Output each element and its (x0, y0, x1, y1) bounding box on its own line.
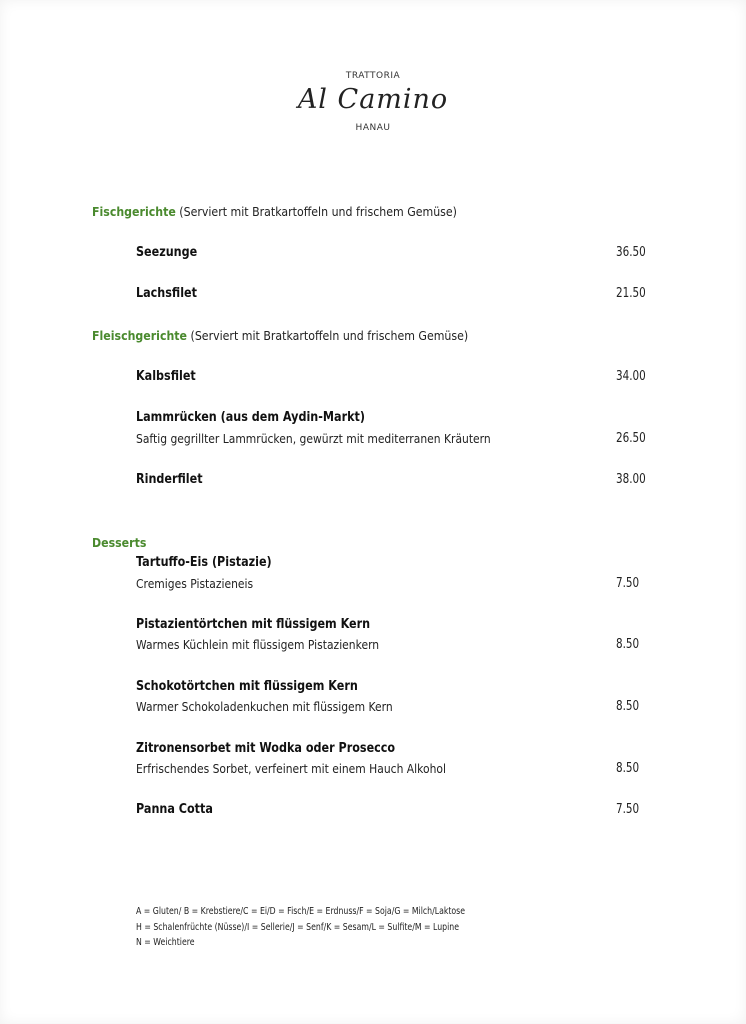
menu-item-kalbsfilet: Kalbsfilet (136, 369, 196, 384)
price-lachsfilet: 21.50 (616, 286, 646, 301)
price-panna-cotta: 7.50 (616, 802, 640, 817)
menu-item-zitronensorbet-desc: Erfrischendes Sorbet, verfeinert mit einem Hauch Alkohol (136, 761, 446, 776)
allergen-legend-line: N = Weichtiere (136, 937, 195, 948)
category-desserts-title: Desserts (92, 535, 147, 550)
menu-item-lammruecken-desc: Saftig gegrillter Lammrücken, gewürzt mit mediterranen Kräutern (136, 431, 491, 446)
menu-item-tartuffo-desc: Cremiges Pistazieneis (136, 576, 254, 591)
menu-item-pistazientoertchen-desc: Warmes Küchlein mit flüssigem Pistazienkern (136, 637, 380, 652)
menu-item-schokotoertchen-desc: Warmer Schokoladenkuchen mit flüssigem Kern (136, 699, 393, 714)
category-fish-note: (Serviert mit Bratkartoffeln und frischem Gemüse) (179, 204, 457, 219)
menu-item-seezunge: Seezunge (136, 245, 198, 260)
price-seezunge: 36.50 (616, 245, 646, 260)
menu-item-pistazientoertchen: Pistazientörtchen mit flüssigem Kern (136, 617, 371, 632)
price-schokotoertchen: 8.50 (616, 699, 640, 714)
menu-item-lammruecken: Lammrücken (aus dem Aydin-Markt) (136, 410, 365, 425)
category-meat-title: Fleischgerichte (92, 328, 188, 343)
menu-item-lachsfilet: Lachsfilet (136, 286, 197, 301)
category-meat (92, 328, 468, 343)
menu-item-panna-cotta: Panna Cotta (136, 802, 213, 817)
restaurant-logo-name: Al Camino (297, 84, 449, 115)
price-kalbsfilet: 34.00 (616, 369, 646, 384)
menu-item-zitronensorbet: Zitronensorbet mit Wodka oder Prosecco (136, 741, 396, 756)
logo-city-label: HANAU (355, 123, 391, 133)
allergen-legend (136, 904, 465, 951)
menu-item-rinderfilet: Rinderfilet (136, 472, 203, 487)
price-rinderfilet: 38.00 (616, 472, 646, 487)
menu-item-schokotoertchen: Schokotörtchen mit flüssigem Kern (136, 679, 358, 694)
category-fish-title: Fischgerichte (92, 204, 176, 219)
category-meat-note: (Serviert mit Bratkartoffeln und frischem Gemüse) (190, 328, 469, 343)
price-lammruecken: 26.50 (616, 431, 646, 446)
price-zitronensorbet: 8.50 (616, 761, 640, 776)
logo-trattoria-label: TRATTORIA (345, 71, 401, 81)
price-tartuffo: 7.50 (616, 576, 640, 591)
allergen-legend-line: A = Gluten/ B = Krebstiere/C = Ei/D = Fisch/E = Erdnuss/F = Soja/G = Milch/Laktose (136, 906, 466, 917)
price-pistazientoertchen: 8.50 (616, 637, 640, 652)
allergen-legend-line: H = Schalenfrüchte (Nüsse)/I = Sellerie/J = Senf/K = Sesam/L = Sulfite/M = Lupine (136, 921, 460, 933)
category-fish (92, 204, 457, 219)
menu-item-tartuffo: Tartuffo-Eis (Pistazie) (136, 555, 272, 570)
category-desserts (92, 535, 146, 550)
